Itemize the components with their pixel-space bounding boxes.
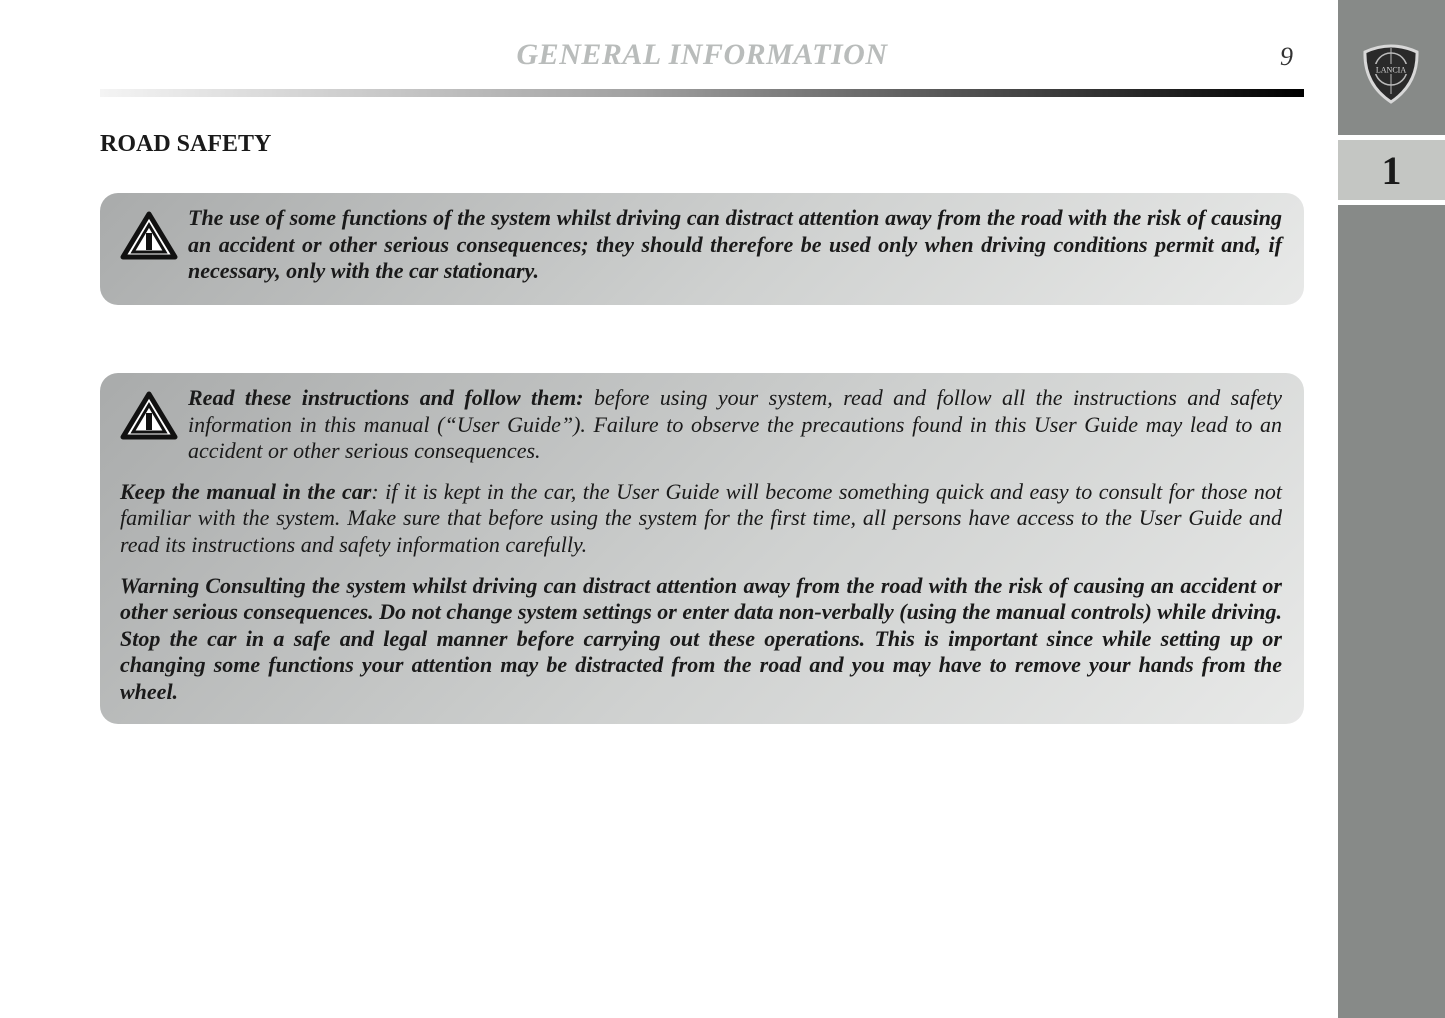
section-title: ROAD SAFETY (100, 131, 272, 157)
warning-box-distraction (100, 193, 1304, 305)
chapter-tab[interactable]: 1 (1338, 135, 1445, 205)
paragraph-lead: Read these instructions and follow them: (188, 385, 584, 410)
paragraph-lead: Keep the manual in the car (120, 478, 372, 504)
header-rule (100, 89, 1304, 97)
paragraph-read-instructions (120, 385, 1282, 465)
page-header-title: GENERAL INFORMATION (516, 38, 888, 71)
svg-text:LANCIA: LANCIA (1375, 65, 1407, 75)
page-number: 9 (1280, 42, 1293, 71)
warning-triangle-icon (120, 211, 178, 261)
paragraph-warning: Warning Consulting the system whilst driving can distract attention away from the road with the risk of causing an accident or other serious consequences. Do not change system settings or enter data non-verbally (using the manual controls) while driving. Stop the car in a safe and legal manner before carrying out these operations. This is important since while setting up or changing some functions your attention may be distracted from the road and you may have to remove your hands from the wheel. (120, 572, 1282, 704)
paragraph-keep-manual (120, 479, 1282, 559)
warning-box-instructions (100, 373, 1304, 724)
paragraph-text: before using your system, read and follow all the instructions and safety information in this manual (“User Guide”). Failure to observe the precautions found in this User Guide may lead to an accident or other serious consequences. (188, 385, 1282, 464)
lancia-logo-icon (1362, 42, 1420, 104)
warning-triangle-icon (120, 391, 178, 441)
paragraph-text: : if it is kept in the car, the User Guide will become something quick and easy to consult for those not familiar with the system. Make sure that before using the system for the first time, all persons have access to the User Guide and read its instructions and safety information carefully. (120, 478, 1282, 557)
warning-text: The use of some functions of the system whilst driving can distract attention away from the road with the risk of causing an accident or other serious consequences; they should therefore be used only when driving conditions permit and, if necessary, only with the car stationary. (188, 205, 1282, 284)
